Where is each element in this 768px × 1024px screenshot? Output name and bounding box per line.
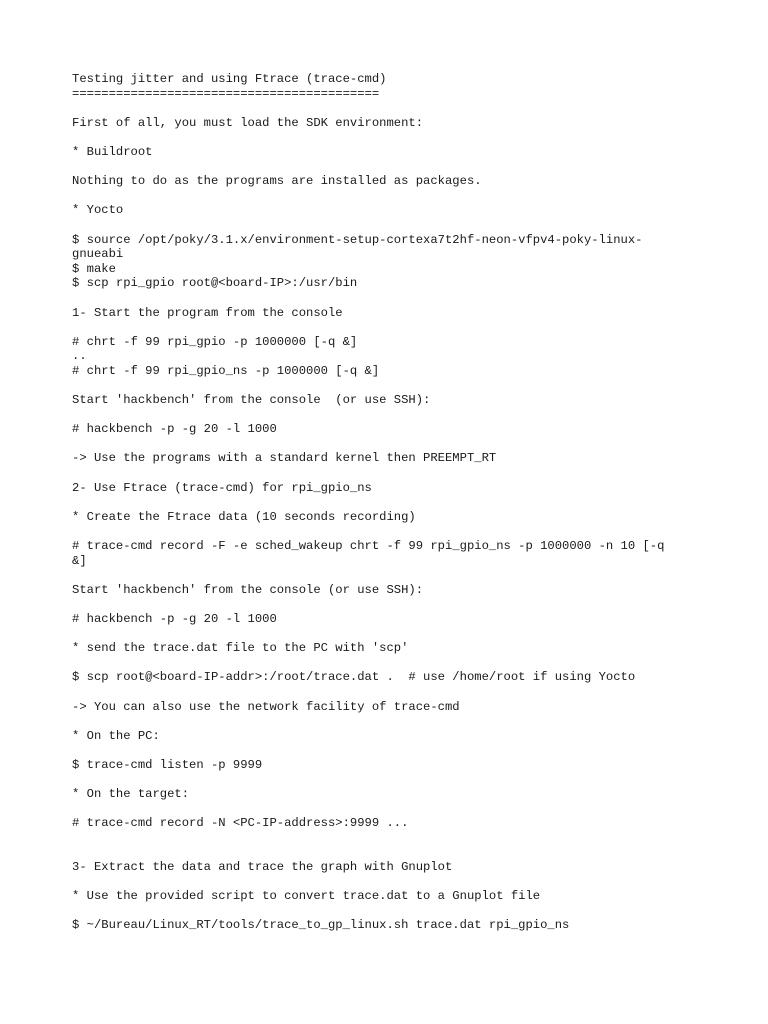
spacer	[72, 904, 692, 919]
preempt-rt-note: -> Use the programs with a standard kernel then PREEMPT_RT	[72, 451, 497, 466]
spacer	[72, 524, 692, 539]
network-facility-note: -> You can also use the network facility of trace-cmd	[72, 699, 460, 714]
spacer	[72, 773, 692, 788]
spacer	[72, 656, 692, 671]
spacer	[72, 130, 692, 145]
step2-heading: 2- Use Ftrace (trace-cmd) for rpi_gpio_ns	[72, 480, 372, 495]
spacer	[72, 160, 692, 175]
spacer	[72, 875, 692, 890]
gnuplot-script-command: $ ~/Bureau/Linux_RT/tools/trace_to_gp_linux.sh trace.dat rpi_gpio_ns	[72, 918, 570, 933]
trace-record-command: # trace-cmd record -F -e sched_wakeup chrt -f 99 rpi_gpio_ns -p 1000000 -n 10 [-q	[72, 539, 665, 553]
spacer	[72, 291, 692, 306]
title-underline: ==========================================	[72, 86, 380, 101]
buildroot-heading: * Buildroot	[72, 144, 153, 159]
scp-trace-command: $ scp root@<board-IP-addr>:/root/trace.dat . # use /home/root if using Yocto	[72, 670, 636, 685]
yocto-source-command-continued: gnueabi	[72, 247, 124, 262]
spacer	[72, 466, 692, 481]
spacer	[72, 437, 692, 452]
hackbench-intro: Start 'hackbench' from the console (or use SSH):	[72, 393, 431, 408]
ellipsis-line: ..	[72, 349, 87, 364]
hackbench-command: # hackbench -p -g 20 -l 1000	[72, 422, 277, 437]
chrt-command-gpio: # chrt -f 99 rpi_gpio -p 1000000 [-q &]	[72, 334, 358, 349]
spacer	[72, 495, 692, 510]
hackbench-intro: Start 'hackbench' from the console (or use SSH):	[72, 582, 424, 597]
on-target-heading: * On the target:	[72, 787, 190, 802]
spacer	[72, 101, 692, 116]
trace-record-command-continued: &]	[72, 553, 87, 568]
gnuplot-script-note: * Use the provided script to convert trace.dat to a Gnuplot file	[72, 889, 541, 904]
step1-heading: 1- Start the program from the console	[72, 305, 343, 320]
spacer	[72, 568, 692, 583]
spacer	[72, 831, 692, 846]
spacer	[72, 845, 692, 860]
document-title: Testing jitter and using Ftrace (trace-cmd)	[72, 72, 387, 86]
document-body	[72, 72, 692, 933]
spacer	[72, 627, 692, 642]
on-pc-heading: * On the PC:	[72, 728, 160, 743]
spacer	[72, 685, 692, 700]
spacer	[72, 597, 692, 612]
buildroot-note: Nothing to do as the programs are installed as packages.	[72, 174, 482, 189]
spacer	[72, 320, 692, 335]
spacer	[72, 743, 692, 758]
send-trace-note: * send the trace.dat file to the PC with 'scp'	[72, 641, 409, 656]
yocto-make-command: $ make	[72, 261, 116, 276]
trace-record-network-command: # trace-cmd record -N <PC-IP-address>:9999 ...	[72, 816, 409, 831]
spacer	[72, 218, 692, 233]
step3-heading: 3- Extract the data and trace the graph with Gnuplot	[72, 860, 453, 875]
spacer	[72, 408, 692, 423]
spacer	[72, 714, 692, 729]
ftrace-create-note: * Create the Ftrace data (10 seconds recording)	[72, 509, 416, 524]
spacer	[72, 378, 692, 393]
chrt-command-gpio-ns: # chrt -f 99 rpi_gpio_ns -p 1000000 [-q &]	[72, 363, 380, 378]
hackbench-command: # hackbench -p -g 20 -l 1000	[72, 611, 277, 626]
intro-text: First of all, you must load the SDK environment:	[72, 115, 424, 130]
yocto-heading: * Yocto	[72, 203, 124, 218]
spacer	[72, 189, 692, 204]
yocto-source-command: $ source /opt/poky/3.1.x/environment-setup-cortexa7t2hf-neon-vfpv4-poky-linux-	[72, 232, 643, 247]
trace-listen-command: $ trace-cmd listen -p 9999	[72, 757, 263, 772]
yocto-scp-command: $ scp rpi_gpio root@<board-IP>:/usr/bin	[72, 276, 358, 291]
spacer	[72, 802, 692, 817]
